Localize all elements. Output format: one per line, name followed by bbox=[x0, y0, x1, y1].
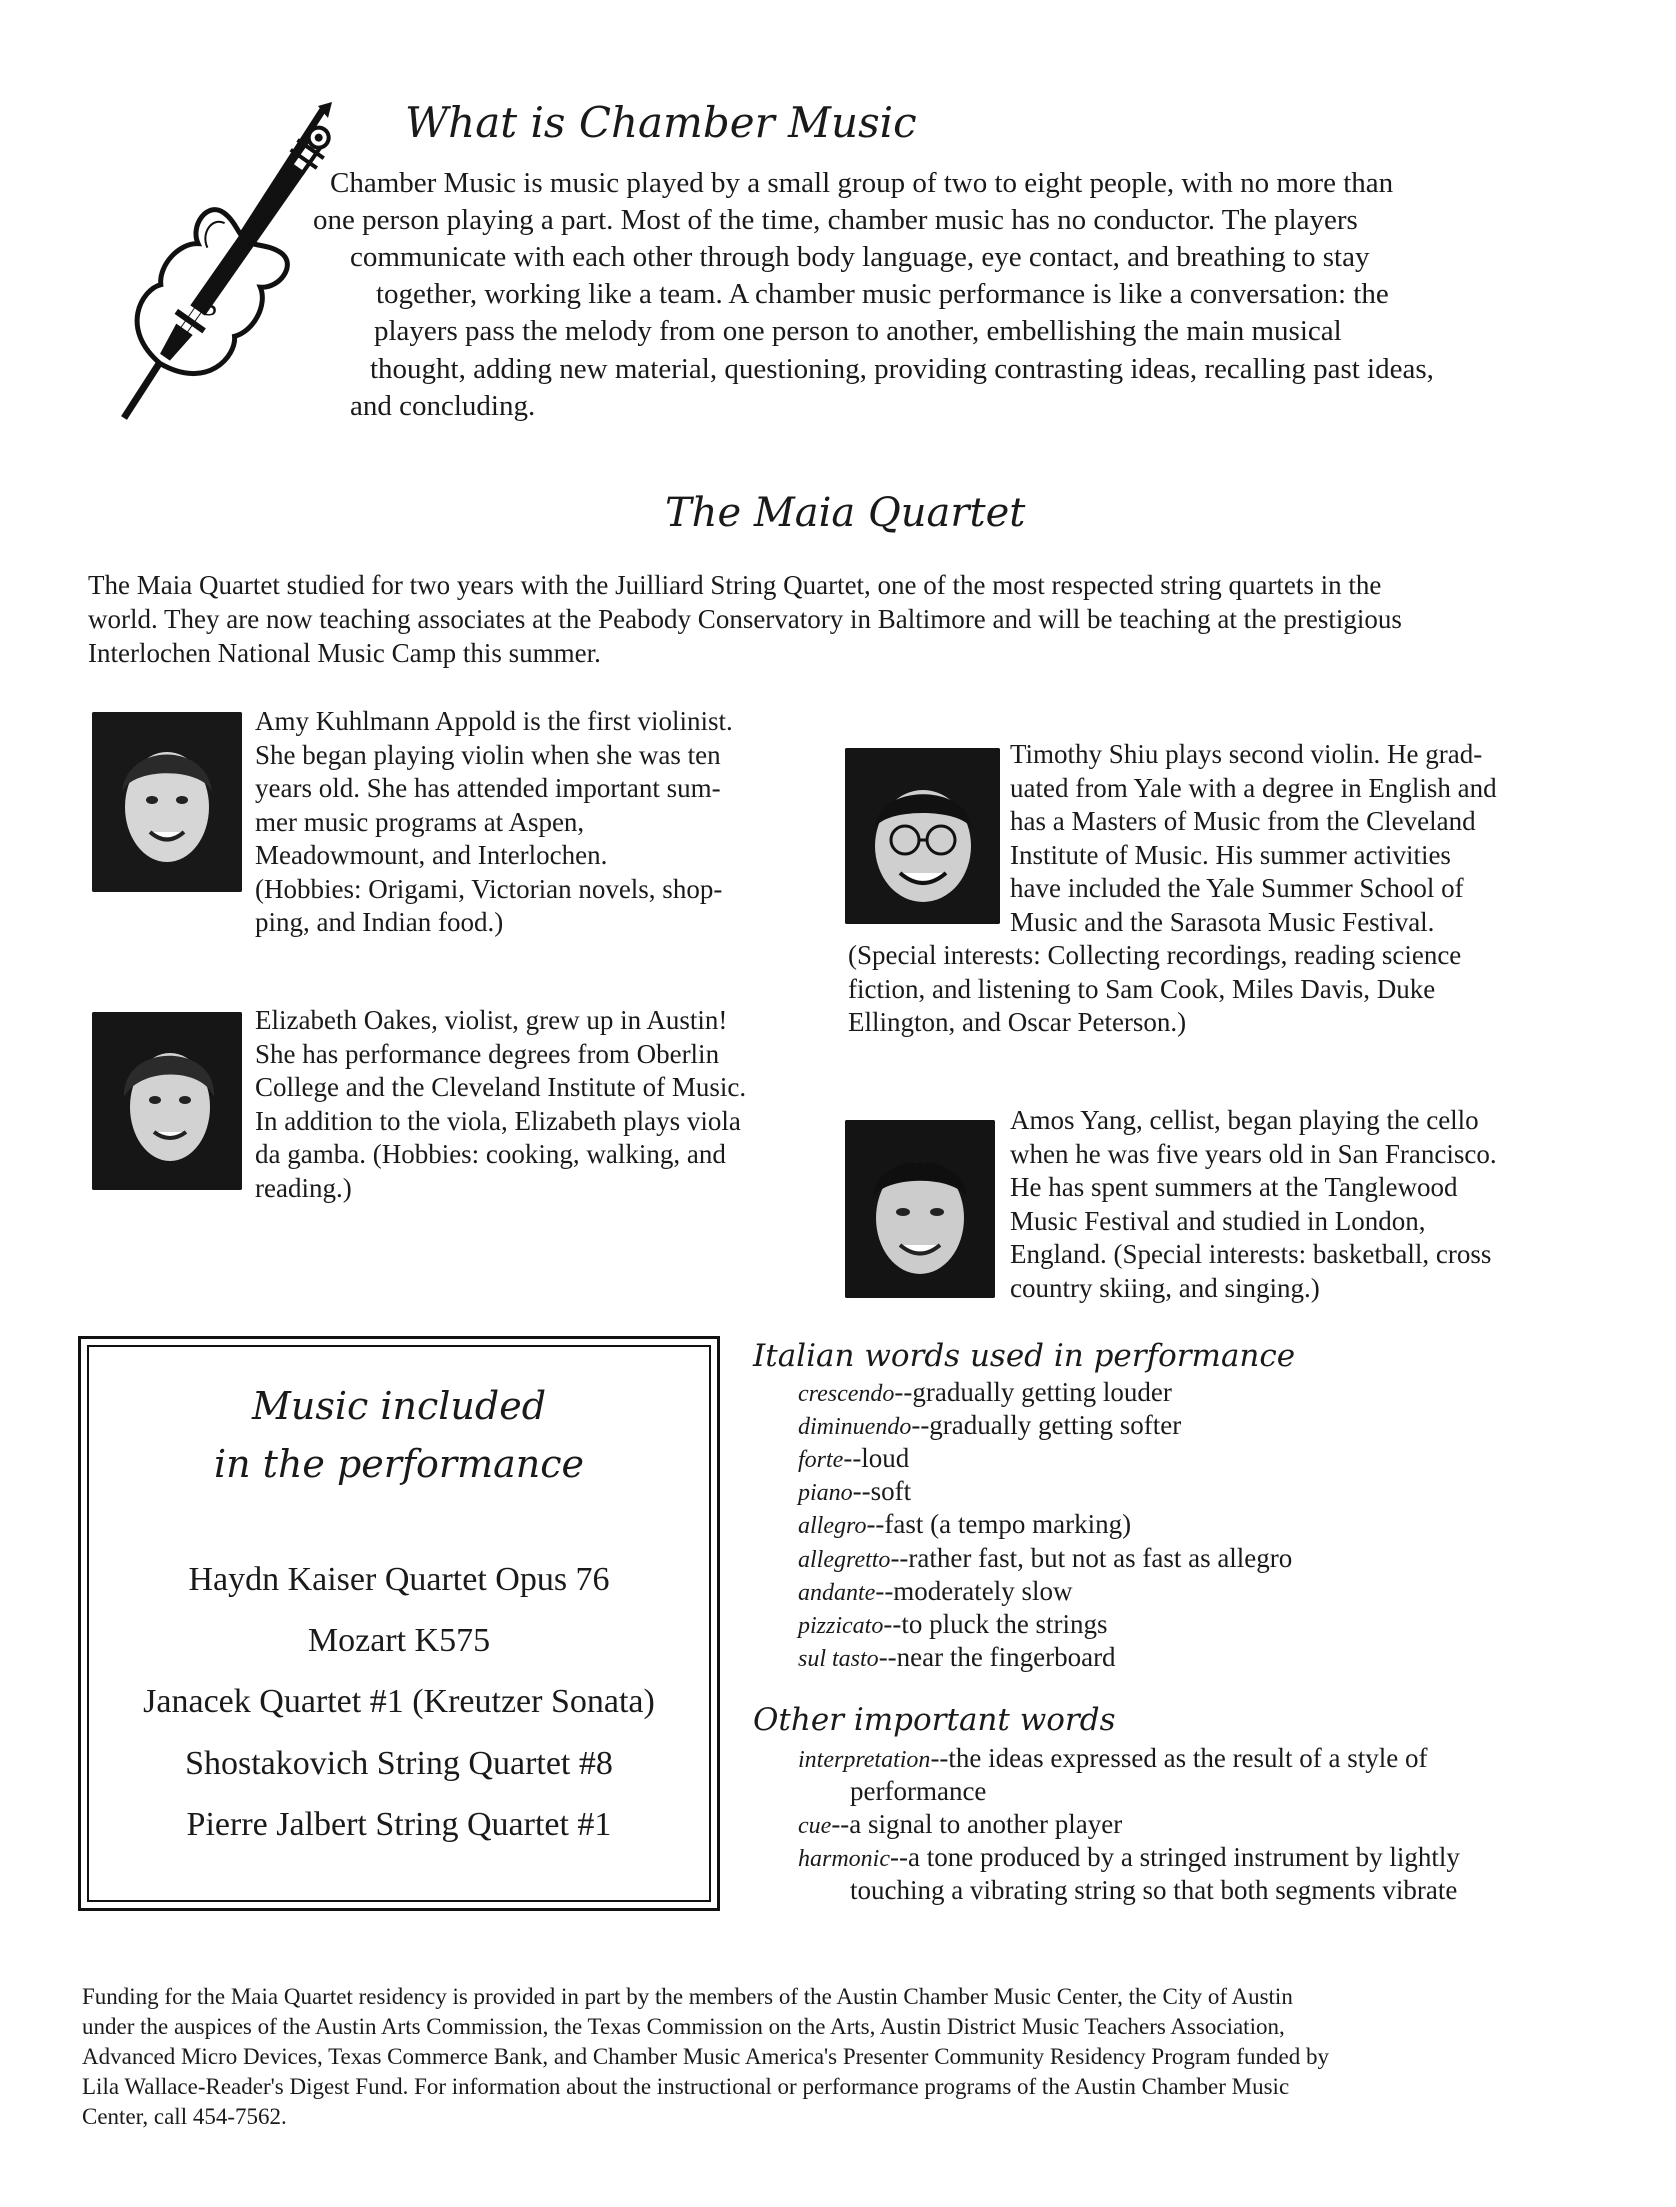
italian-entry: sul tasto--near the fingerboard bbox=[798, 1642, 1116, 1672]
amos-line-4: Music Festival and studied in London, bbox=[1010, 1205, 1426, 1236]
elizabeth-line-5: da gamba. (Hobbies: cooking, walking, and bbox=[255, 1139, 726, 1169]
timothy-line-3: has a Masters of Music from the Cleveland bbox=[1010, 806, 1476, 836]
other-words-list bbox=[798, 1742, 1628, 1912]
music-included-box bbox=[78, 1336, 720, 1911]
timothy-line-5: have included the Yale Summer School of bbox=[1010, 873, 1464, 903]
portrait-icon bbox=[845, 748, 1000, 924]
portrait-icon bbox=[92, 1012, 242, 1190]
amy-photo bbox=[92, 712, 242, 892]
amy-line-6: (Hobbies: Origami, Victorian novels, shop- bbox=[255, 873, 723, 904]
music-box-title-1: Music included bbox=[251, 1384, 547, 1428]
timothy-bio bbox=[1010, 738, 1497, 939]
timothy-interests bbox=[848, 939, 1461, 1040]
amos-line-2: when he was five years old in San Francisco. bbox=[1010, 1138, 1497, 1169]
italian-words-title: Italian words used in performance bbox=[753, 1338, 1296, 1374]
chamber-line-5: players pass the melody from one person to another, embellishing the main musical bbox=[374, 315, 1342, 347]
italian-entry: diminuendo--gradually getting softer bbox=[798, 1410, 1182, 1440]
portrait-icon bbox=[92, 712, 242, 892]
elizabeth-line-2: She has performance degrees from Oberlin bbox=[255, 1038, 720, 1069]
amy-line-1: Amy Kuhlmann Appold is the first violinist. bbox=[255, 706, 733, 736]
amy-bio bbox=[255, 705, 733, 940]
amos-bio bbox=[1010, 1104, 1497, 1305]
timothy-line-2: uated from Yale with a degree in English and bbox=[1010, 772, 1497, 803]
italian-entry: crescendo--gradually getting louder bbox=[798, 1377, 1172, 1407]
chamber-music-title: What is Chamber Music bbox=[405, 98, 917, 147]
footer-line-3: Advanced Micro Devices, Texas Commerce Bank, and Chamber Music America's Presenter Community Residency Program funded by bbox=[82, 2044, 1329, 2069]
chamber-line-1: Chamber Music is music played by a small group of two to eight people, with no more than bbox=[330, 167, 1394, 199]
other-entry: harmonic--a tone produced by a stringed instrument by lightly bbox=[798, 1842, 1460, 1872]
intro-line-1: The Maia Quartet studied for two years with the Juilliard String Quartet, one of the most respected string quartets in the bbox=[88, 570, 1382, 600]
italian-entry: allegretto--rather fast, but not as fast as allegro bbox=[798, 1543, 1293, 1573]
chamber-line-4: together, working like a team. A chamber music performance is like a conversation: the bbox=[376, 278, 1389, 310]
amos-line-3: He has spent summers at the Tanglewood bbox=[1010, 1172, 1458, 1202]
amy-line-3: years old. She has attended important sum- bbox=[255, 773, 721, 803]
italian-words-list bbox=[798, 1376, 1618, 1676]
chamber-line-2: one person playing a part. Most of the time, chamber music has no conductor. The players bbox=[313, 204, 1358, 236]
elizabeth-line-1: Elizabeth Oakes, violist, grew up in Austin! bbox=[255, 1005, 728, 1035]
timothy-line-9: Ellington, and Oscar Peterson.) bbox=[848, 1007, 1187, 1037]
elizabeth-photo bbox=[92, 1012, 242, 1190]
other-words-title: Other important words bbox=[753, 1702, 1116, 1738]
timothy-line-7: (Special interests: Collecting recordings, reading science bbox=[848, 940, 1462, 970]
italian-entry: forte--loud bbox=[798, 1443, 910, 1473]
timothy-line-1: Timothy Shiu plays second violin. He grad- bbox=[1010, 739, 1483, 769]
violin-illustration bbox=[62, 100, 342, 430]
amos-line-1: Amos Yang, cellist, began playing the cello bbox=[1010, 1105, 1479, 1135]
footer-line-1: Funding for the Maia Quartet residency is provided in part by the members of the Austin Chamber Music Center, the City of Austin bbox=[82, 1984, 1293, 2009]
amos-photo bbox=[845, 1120, 995, 1298]
amy-line-2: She began playing violin when she was ten bbox=[255, 739, 721, 770]
amos-line-6: country skiing, and singing.) bbox=[1010, 1272, 1320, 1303]
chamber-line-6: thought, adding new material, questioning, providing contrasting ideas, recalling past ideas, bbox=[370, 353, 1434, 385]
footer-line-5: Center, call 454-7562. bbox=[82, 2104, 287, 2129]
portrait-icon bbox=[845, 1120, 995, 1298]
italian-entry: pizzicato--to pluck the strings bbox=[798, 1609, 1108, 1639]
timothy-line-8: fiction, and listening to Sam Cook, Miles Davis, Duke bbox=[848, 973, 1436, 1004]
elizabeth-line-3: College and the Cleveland Institute of Music. bbox=[255, 1072, 747, 1102]
other-entry-cont: touching a vibrating string so that both segments vibrate bbox=[850, 1875, 1458, 1905]
timothy-line-6: Music and the Sarasota Music Festival. bbox=[1010, 906, 1435, 937]
maia-quartet-title: The Maia Quartet bbox=[665, 490, 1026, 536]
music-item-4: Shostakovich String Quartet #8 bbox=[185, 1745, 613, 1782]
elizabeth-bio bbox=[255, 1004, 746, 1205]
intro-line-3: Interlochen National Music Camp this summer. bbox=[88, 638, 601, 668]
chamber-line-7: and concluding. bbox=[350, 390, 536, 422]
elizabeth-line-6: reading.) bbox=[255, 1172, 352, 1203]
italian-entry: piano--soft bbox=[798, 1476, 912, 1506]
amos-line-5: England. (Special interests: basketball, cross bbox=[1010, 1239, 1492, 1269]
amy-line-7: ping, and Indian food.) bbox=[255, 907, 504, 937]
other-entry-cont: performance bbox=[850, 1776, 987, 1806]
chamber-line-3: communicate with each other through body language, eye contact, and breathing to stay bbox=[350, 241, 1370, 273]
italian-entry: andante--moderately slow bbox=[798, 1576, 1073, 1606]
elizabeth-line-4: In addition to the viola, Elizabeth plays viola bbox=[255, 1105, 741, 1136]
other-entry: cue--a signal to another player bbox=[798, 1809, 1123, 1839]
other-entry: interpretation--the ideas expressed as the result of a style of bbox=[798, 1743, 1428, 1773]
music-item-3: Janacek Quartet #1 (Kreutzer Sonata) bbox=[143, 1683, 655, 1720]
footer-line-4: Lila Wallace-Reader's Digest Fund. For information about the instructional or performance programs of the Austin Chamber Music bbox=[82, 2074, 1290, 2099]
violin-bow-icon bbox=[62, 100, 342, 430]
italian-entry: allegro--fast (a tempo marking) bbox=[798, 1509, 1132, 1539]
timothy-line-4: Institute of Music. His summer activities bbox=[1010, 839, 1451, 870]
timothy-photo bbox=[845, 748, 1000, 924]
intro-line-2: world. They are now teaching associates at the Peabody Conservatory in Baltimore and will be teaching at the prestigious bbox=[88, 604, 1402, 634]
violin-s-label: S bbox=[200, 292, 218, 322]
amy-line-5: Meadowmount, and Interlochen. bbox=[255, 840, 608, 870]
amy-line-4: mer music programs at Aspen, bbox=[255, 806, 585, 837]
music-item-5: Pierre Jalbert String Quartet #1 bbox=[186, 1806, 612, 1843]
funding-footer bbox=[0, 1982, 1676, 2142]
maia-intro-paragraph bbox=[88, 568, 1402, 670]
music-box-title-2: in the performance bbox=[213, 1442, 585, 1486]
music-item-2: Mozart K575 bbox=[307, 1622, 491, 1659]
music-item-1: Haydn Kaiser Quartet Opus 76 bbox=[188, 1561, 610, 1598]
footer-line-2: under the auspices of the Austin Arts Commission, the Texas Commission on the Arts, Austin District Music Teachers Association, bbox=[82, 2014, 1285, 2039]
